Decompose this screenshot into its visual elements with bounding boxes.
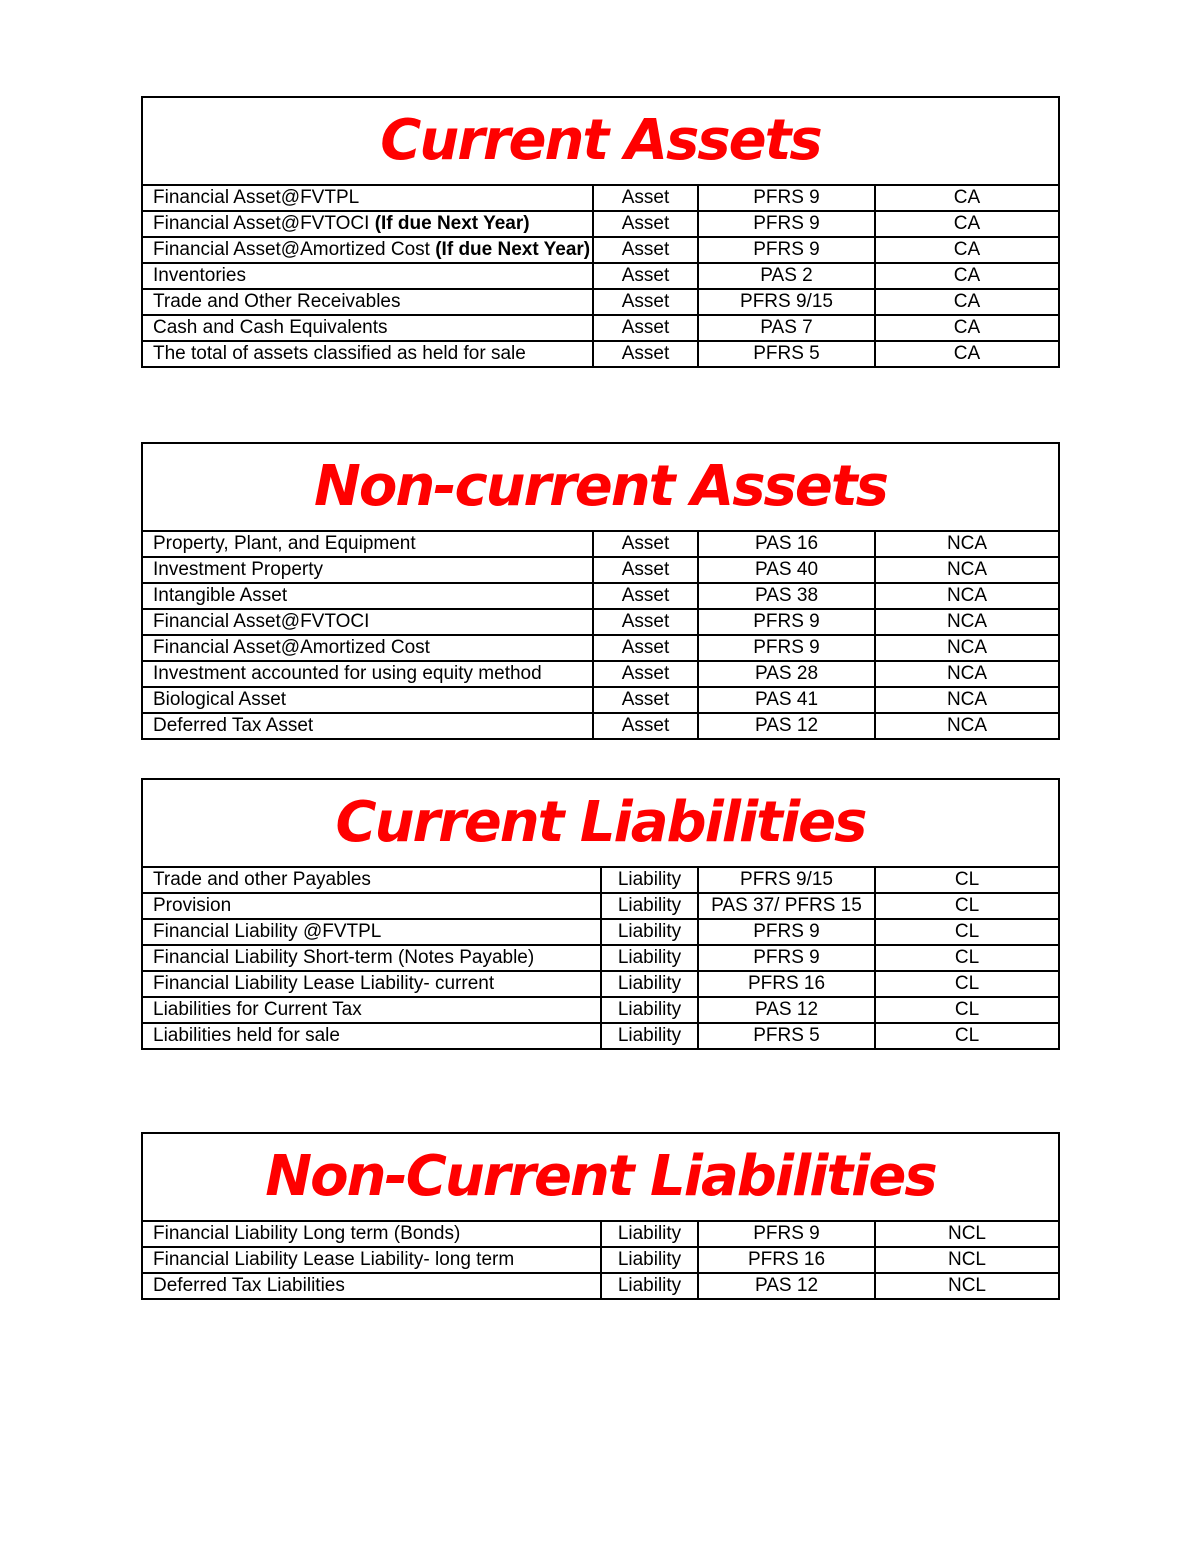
current-assets-section	[141, 96, 1060, 368]
standard-cell: PAS 41	[698, 687, 875, 713]
type-cell: Asset	[593, 186, 698, 211]
item-cell	[143, 211, 593, 237]
table-row	[143, 893, 1058, 919]
item-name: Investment Property	[153, 559, 324, 580]
table-row	[143, 997, 1058, 1023]
item-name: Financial Liability Short-term (Notes Payable)	[153, 947, 535, 968]
item-cell	[143, 532, 593, 557]
section-title: Non-Current Liabilities	[265, 1144, 936, 1209]
standard-cell: PFRS 9	[698, 609, 875, 635]
standard-cell: PFRS 16	[698, 1247, 875, 1273]
table-row	[143, 868, 1058, 893]
classification-cell: NCL	[875, 1222, 1058, 1247]
section-title-box	[143, 98, 1058, 186]
standard-cell: PFRS 9/15	[698, 868, 875, 893]
item-name: Financial Liability Lease Liability- long term	[153, 1249, 515, 1270]
item-cell	[143, 263, 593, 289]
standard-cell: PFRS 16	[698, 971, 875, 997]
item-note: (If due Next Year)	[374, 213, 530, 234]
item-name: Financial Asset@Amortized Cost	[153, 637, 430, 658]
table-row	[143, 583, 1058, 609]
standard-cell: PAS 40	[698, 557, 875, 583]
table-row	[143, 1023, 1058, 1048]
type-cell: Asset	[593, 557, 698, 583]
classification-cell: CL	[875, 919, 1058, 945]
item-name: Financial Asset@FVTPL	[153, 187, 360, 208]
type-cell: Asset	[593, 661, 698, 687]
section-title: Non-current Assets	[314, 454, 887, 519]
section-title-box	[143, 780, 1058, 868]
item-name: Deferred Tax Asset	[153, 715, 314, 736]
table-row	[143, 341, 1058, 366]
classification-cell: NCA	[875, 583, 1058, 609]
type-cell: Liability	[601, 1023, 698, 1048]
classification-cell: CL	[875, 971, 1058, 997]
item-name: Trade and other Payables	[153, 869, 371, 890]
classification-cell: NCL	[875, 1247, 1058, 1273]
item-cell	[143, 945, 601, 971]
classification-cell: NCA	[875, 635, 1058, 661]
non-current-assets-section	[141, 442, 1060, 740]
standard-cell: PFRS 9	[698, 1222, 875, 1247]
classification-cell: CA	[875, 186, 1058, 211]
classification-cell: CL	[875, 997, 1058, 1023]
item-name: Provision	[153, 895, 232, 916]
item-cell	[143, 341, 593, 366]
classification-cell: CA	[875, 237, 1058, 263]
standard-cell: PAS 16	[698, 532, 875, 557]
classification-cell: CA	[875, 263, 1058, 289]
table-row	[143, 263, 1058, 289]
standard-cell: PAS 2	[698, 263, 875, 289]
type-cell: Asset	[593, 687, 698, 713]
classification-table	[143, 186, 1058, 366]
item-name: Inventories	[153, 265, 246, 286]
standard-cell: PAS 12	[698, 713, 875, 738]
table-row	[143, 237, 1058, 263]
type-cell: Liability	[601, 971, 698, 997]
item-cell	[143, 713, 593, 738]
table-row	[143, 919, 1058, 945]
classification-cell: NCA	[875, 687, 1058, 713]
standard-cell: PAS 37/ PFRS 15	[698, 893, 875, 919]
item-cell	[143, 1273, 601, 1298]
standard-cell: PFRS 5	[698, 1023, 875, 1048]
item-name: Investment accounted for using equity method	[153, 663, 542, 684]
type-cell: Asset	[593, 713, 698, 738]
standard-cell: PAS 38	[698, 583, 875, 609]
type-cell: Liability	[601, 945, 698, 971]
classification-cell: NCL	[947, 1275, 986, 1296]
classification-cell: CA	[875, 289, 1058, 315]
item-cell	[143, 1247, 601, 1273]
classification-cell: CA	[953, 343, 981, 364]
standard-cell: PFRS 5	[698, 341, 875, 366]
item-cell	[143, 919, 601, 945]
standard-cell: PAS 7	[698, 315, 875, 341]
type-cell: Liability	[601, 868, 698, 893]
section-title: Current Liabilities	[335, 790, 866, 855]
item-cell	[143, 635, 593, 661]
type-cell: Asset	[593, 341, 698, 366]
type-cell: Liability	[601, 1222, 698, 1247]
standard-cell: PAS 12	[698, 997, 875, 1023]
section-title-box	[143, 444, 1058, 532]
standard-cell: PFRS 9	[698, 211, 875, 237]
type-cell: Asset	[593, 211, 698, 237]
type-cell: Asset	[593, 635, 698, 661]
classification-table	[143, 868, 1058, 1048]
item-name: Financial Asset@FVTOCI	[153, 611, 370, 632]
type-cell: Asset	[593, 237, 698, 263]
item-cell	[143, 687, 593, 713]
item-cell	[143, 997, 601, 1023]
table-row	[143, 315, 1058, 341]
item-name: Liabilities held for sale	[153, 1025, 340, 1046]
classification-cell: NCA	[875, 557, 1058, 583]
section-title-box	[143, 1134, 1058, 1222]
table-row	[143, 661, 1058, 687]
item-cell	[143, 237, 593, 263]
section-title: Current Assets	[380, 108, 821, 173]
classification-cell: CL	[875, 945, 1058, 971]
table-row	[143, 289, 1058, 315]
standard-cell: PFRS 9	[698, 186, 875, 211]
table-row	[143, 1273, 1058, 1298]
item-name: The total of assets classified as held for sale	[153, 343, 526, 364]
item-cell	[143, 557, 593, 583]
item-cell	[143, 583, 593, 609]
classification-cell: CA	[875, 315, 1058, 341]
table-row	[143, 971, 1058, 997]
type-cell: Asset	[593, 289, 698, 315]
item-name: Financial Liability Lease Liability- current	[153, 973, 495, 994]
type-cell: Asset	[593, 532, 698, 557]
standard-cell: PAS 12	[698, 1273, 875, 1298]
standard-cell: PFRS 9	[698, 237, 875, 263]
standard-cell: PFRS 9/15	[698, 289, 875, 315]
table-row	[143, 1222, 1058, 1247]
table-row	[143, 532, 1058, 557]
classification-table	[143, 1222, 1058, 1298]
item-name: Deferred Tax Liabilities	[153, 1275, 345, 1296]
table-row	[143, 687, 1058, 713]
type-cell: Liability	[601, 893, 698, 919]
table-row	[143, 945, 1058, 971]
item-cell	[143, 186, 593, 211]
table-row	[143, 186, 1058, 211]
type-cell: Liability	[601, 919, 698, 945]
classification-cell: NCA	[875, 609, 1058, 635]
non-current-liabilities-section	[141, 1132, 1060, 1300]
classification-cell: NCA	[875, 661, 1058, 687]
item-cell	[143, 289, 593, 315]
item-name: Liabilities for Current Tax	[153, 999, 362, 1020]
item-cell	[143, 971, 601, 997]
item-cell	[143, 893, 601, 919]
classification-table	[143, 532, 1058, 738]
classification-cell: NCA	[946, 715, 988, 736]
type-cell: Asset	[593, 583, 698, 609]
type-cell: Asset	[593, 263, 698, 289]
item-cell	[143, 1023, 601, 1048]
table-row	[143, 1247, 1058, 1273]
item-cell	[143, 315, 593, 341]
table-row	[143, 211, 1058, 237]
standard-cell: PAS 28	[698, 661, 875, 687]
item-name: Biological Asset	[153, 689, 287, 710]
classification-cell: NCA	[875, 532, 1058, 557]
type-cell: Liability	[601, 997, 698, 1023]
item-name: Trade and Other Receivables	[153, 291, 401, 312]
item-name: Cash and Cash Equivalents	[153, 317, 388, 338]
item-cell	[143, 1222, 601, 1247]
classification-cell: CL	[875, 868, 1058, 893]
classification-cell: CL	[875, 893, 1058, 919]
standard-cell: PFRS 9	[698, 919, 875, 945]
item-cell	[143, 868, 601, 893]
item-name: Financial Liability @FVTPL	[153, 921, 382, 942]
classification-cell: CA	[875, 211, 1058, 237]
table-row	[143, 713, 1058, 738]
item-name: Financial Asset@Amortized Cost	[153, 239, 436, 260]
type-cell: Asset	[593, 609, 698, 635]
type-cell: Liability	[601, 1273, 698, 1298]
table-row	[143, 635, 1058, 661]
item-cell	[143, 609, 593, 635]
item-name: Property, Plant, and Equipment	[153, 533, 416, 554]
table-row	[143, 557, 1058, 583]
table-row	[143, 609, 1058, 635]
classification-cell: CL	[954, 1025, 980, 1046]
item-cell	[143, 661, 593, 687]
standard-cell: PFRS 9	[698, 635, 875, 661]
item-name: Intangible Asset	[153, 585, 288, 606]
type-cell: Asset	[593, 315, 698, 341]
current-liabilities-section	[141, 778, 1060, 1050]
type-cell: Liability	[601, 1247, 698, 1273]
item-name: Financial Liability Long term (Bonds)	[153, 1223, 461, 1244]
item-name: Financial Asset@FVTOCI	[153, 213, 375, 234]
item-note: (If due Next Year)	[435, 239, 591, 260]
standard-cell: PFRS 9	[698, 945, 875, 971]
